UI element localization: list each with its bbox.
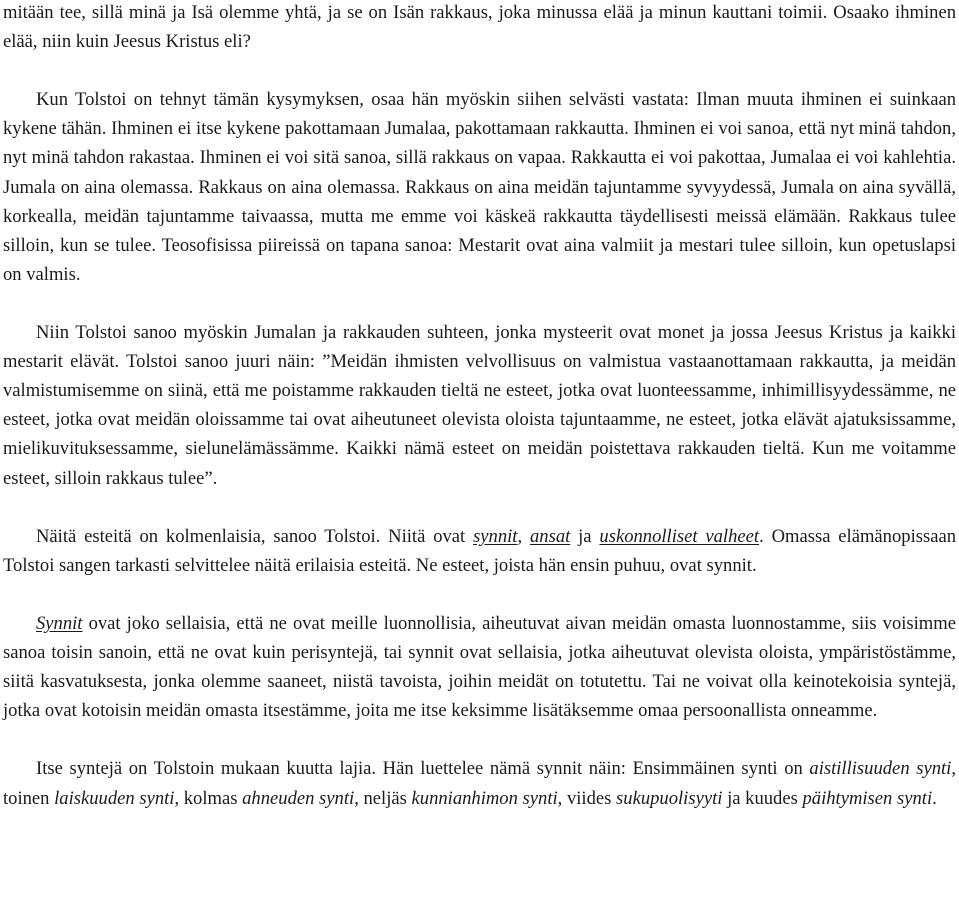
paragraph-6 <box>3 754 956 812</box>
term-uskonnolliset-valheet: uskonnolliset valheet <box>599 525 760 547</box>
term-paihtymisen-synti: päihtymisen synti <box>802 787 933 809</box>
paragraph-2-text: Kun Tolstoi on tehnyt tämän kysymyksen, osaa hän myöskin siihen selvästi vastata: Ilman muuta ihminen ei suinkaan kykene tähän. Ihminen ei itse kykene pakottamaan Jumalaa, pakottamaan rakkautta. Ihminen ei voi sanoa, että nyt minä tahdon, nyt minä tahdon rakastaa. Ihminen ei voi sitä sanoa, sillä rakkaus on vapaa. Rakkautta ei voi pakottaa, Jumalaa ei voi kahlehtia. Jumala on aina olemassa. Rakkaus on aina olemassa. Rakkaus on aina meidän tajuntamme syvyydessä, Jumala on aina syvällä, korkealla, meidän tajuntamme taivaassa, mutta me emme voi käskeä rakkautta täydellisesti meissä elämään. Rakkaus tulee silloin, kun se tulee. Teosofisissa piireissä on tapana sanoa: Mestarit ovat aina valmiit ja mestari tulee silloin, kun opetuslapsi on valmis. <box>3 89 956 285</box>
term-ahneuden-synti: ahneuden synti <box>242 787 355 809</box>
paragraph-6-text-e: , viides <box>557 787 617 809</box>
term-ansat: ansat <box>529 525 571 547</box>
paragraph-3 <box>3 318 956 493</box>
paragraph-5 <box>3 609 956 725</box>
paragraph-6-text-g: . <box>932 787 937 809</box>
paragraph-5-text: ovat joko sellaisia, että ne ovat meille luonnollisia, aiheutuvat aivan meidän omasta luonnostamme, siis voisimme sanoa toisin sanoin, että ne ovat kuin perisyntejä, tai synnit ovat sellaisia, jotka aiheutuvat olevista oloista, ympäristöstämme, siitä kasvatuksesta, jonka olemme saaneet, niistä tavoista, joihin meidät on totutettu. Tai ne voivat olla keinotekoisia syntejä, jotka ovat kotoisin meidän omasta itsestämme, joita me itse keksimme lisätäksemme omaa persoonallista onneamme. <box>3 612 956 722</box>
term-aistillisuuden-synti: aistillisuuden synti <box>809 758 952 780</box>
paragraph-6-text-a: Itse syntejä on Tolstoin mukaan kuutta lajia. Hän luettelee nämä synnit näin: Ensimmäinen synti on <box>36 758 810 780</box>
paragraph-4 <box>3 522 956 580</box>
paragraph-4-text-b: , <box>517 525 530 547</box>
paragraph-4-text-c: ja <box>570 525 600 547</box>
paragraph-6-text-f: ja kuudes <box>722 787 803 809</box>
paragraph-4-text-a: Näitä esteitä on kolmenlaisia, sanoo Tolstoi. Niitä ovat <box>36 525 474 547</box>
term-synnit-heading: Synnit <box>36 612 83 634</box>
document-page <box>3 0 956 842</box>
term-laiskuuden-synti: laiskuuden synti <box>54 787 175 809</box>
paragraph-2 <box>3 85 956 289</box>
term-sukupuolisyyti: sukupuolisyyti <box>616 787 723 809</box>
term-kunnianhimon-synti: kunnianhimon synti <box>411 787 558 809</box>
term-synnit: synnit <box>473 525 518 547</box>
paragraph-6-text-b: , toinen <box>3 758 956 809</box>
paragraph-1-text: mitään tee, sillä minä ja Isä olemme yhtä, ja se on Isän rakkaus, joka minussa elää ja minun kauttani toimii. Osaako ihminen elää, niin kuin Jeesus Kristus eli? <box>3 2 956 53</box>
paragraph-1 <box>3 0 956 56</box>
paragraph-6-text-c: , kolmas <box>174 787 243 809</box>
paragraph-4-text-d: . Omassa elämänopissaan Tolstoi sangen tarkasti selvittelee näitä erilaisia esteitä. Ne esteet, joista hän ensin puhuu, ovat synnit. <box>3 525 957 576</box>
paragraph-3-text: Niin Tolstoi sanoo myöskin Jumalan ja rakkauden suhteen, jonka mysteerit ovat monet ja jossa Jeesus Kristus ja kaikki mestarit elävät. Tolstoi sanoo juuri näin: ”Meidän ihmisten velvollisuus on valmistua vastaanottamaan rakkautta, ja meidän valmistumisemme on siinä, että me poistamme rakkauden tieltä ne esteet, jotka ovat luonteessamme, inhimillisyydessämme, ne esteet, jotka ovat meidän oloissamme tai ovat aiheutuneet olevista oloista tajuntaamme, ne esteet, jotka elävät ajatuksissamme, mielikuvituksessamme, sielunelämässämme. Kaikki nämä esteet on meidän poistettava rakkauden tieltä. Kun me voitamme esteet, silloin rakkaus tulee”. <box>3 322 956 489</box>
paragraph-6-text-d: , neljäs <box>354 787 412 809</box>
